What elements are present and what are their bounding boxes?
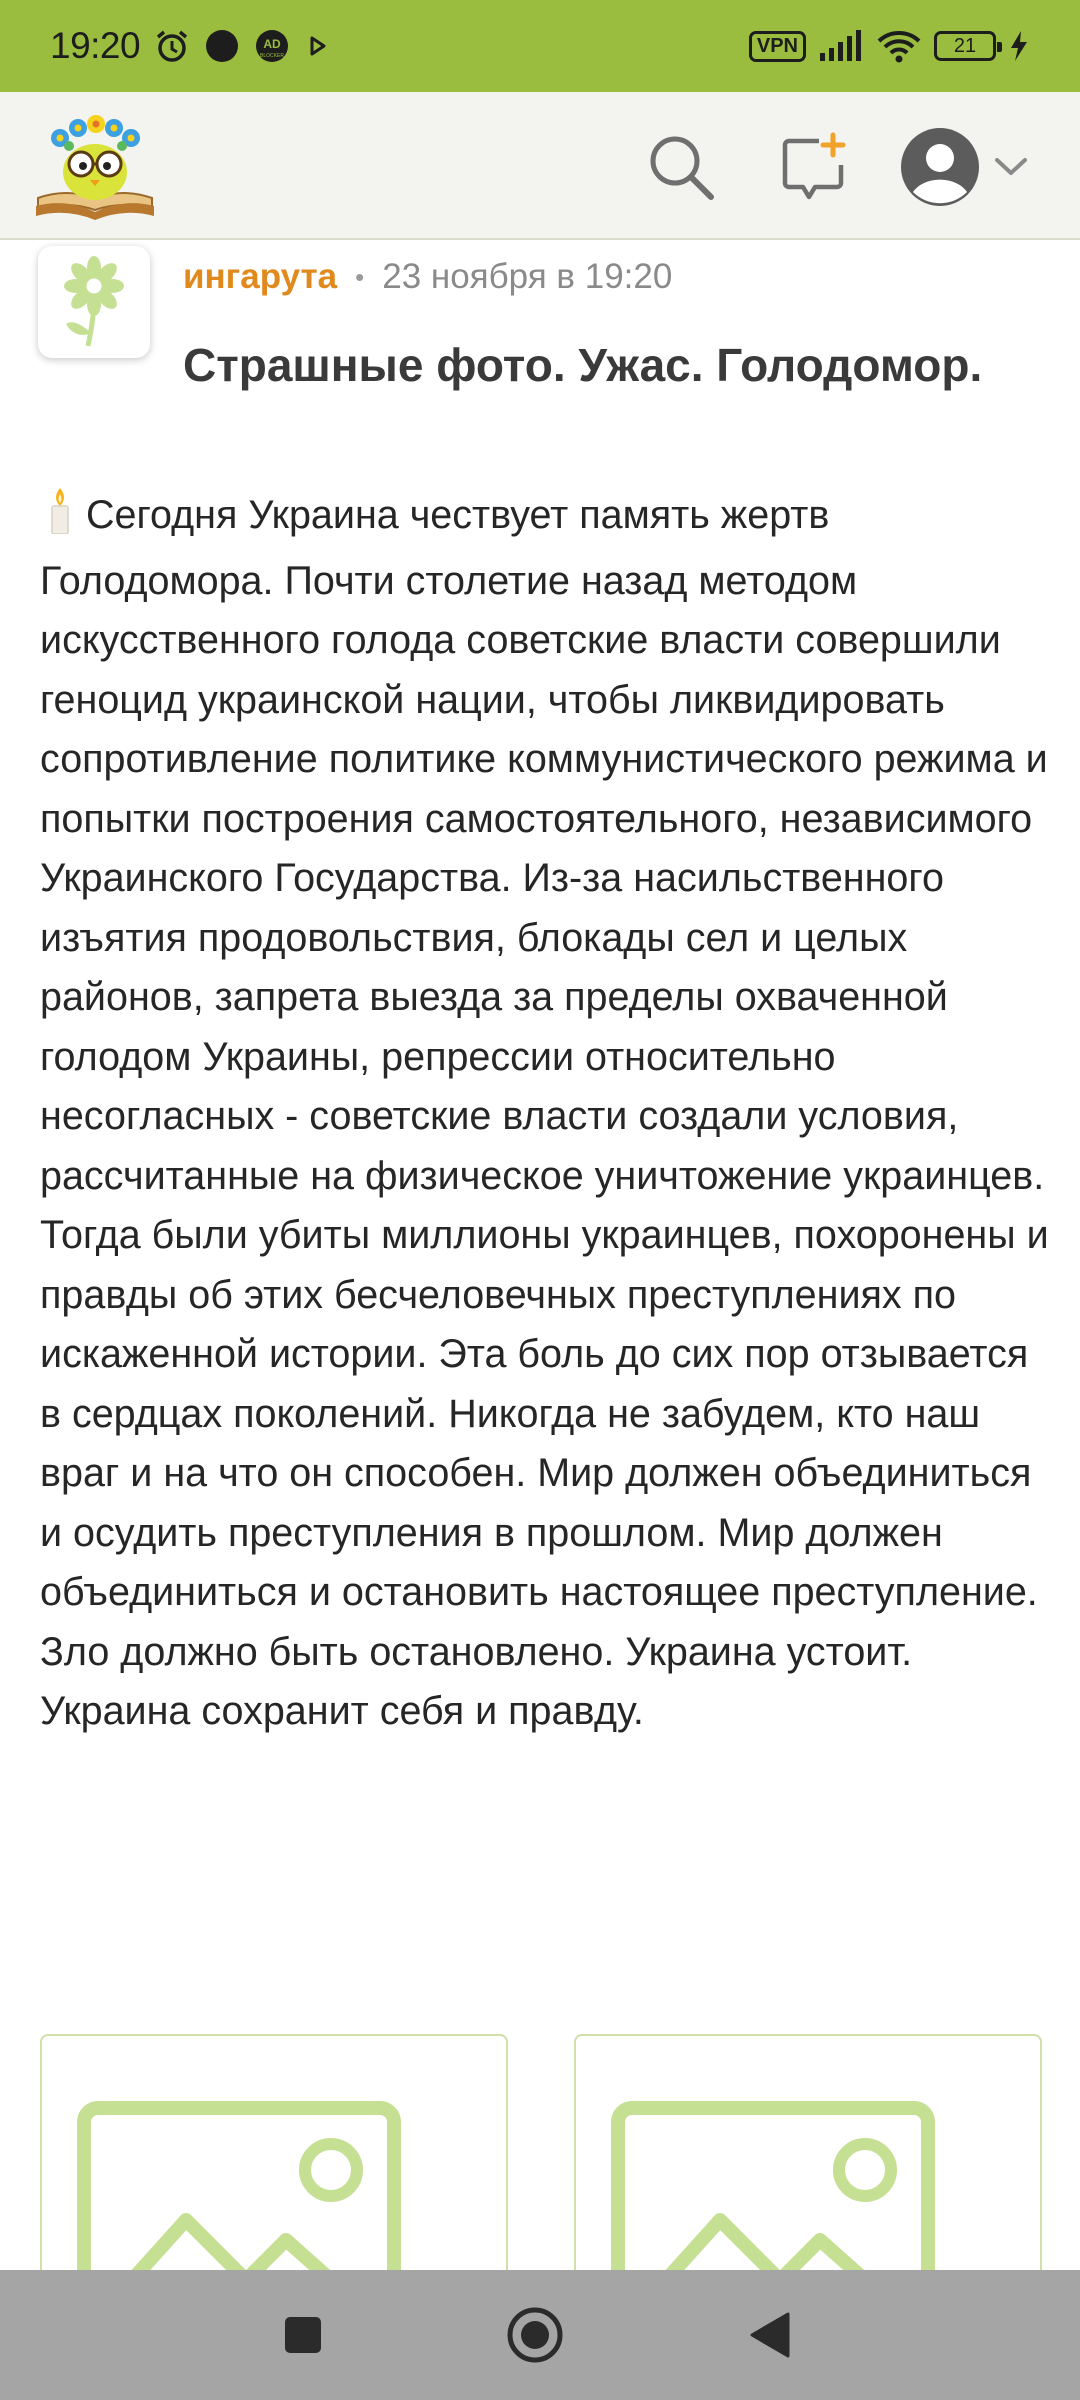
- owl-reading-book-logo: [32, 106, 158, 222]
- meta-separator: •: [355, 261, 365, 292]
- add-post-icon: [779, 131, 851, 203]
- status-right-group: [749, 29, 1030, 63]
- image-placeholder-icon: [76, 2100, 406, 2270]
- search-icon: [645, 131, 717, 203]
- image-placeholder-icon: [610, 2100, 940, 2270]
- status-bar: [0, 0, 1080, 92]
- battery-indicator: [934, 31, 996, 61]
- add-post-button[interactable]: [770, 122, 860, 212]
- profile-avatar-icon: [899, 126, 981, 208]
- candle-icon: [40, 486, 80, 552]
- system-nav-bar: [0, 2270, 1080, 2400]
- vpn-badge: VPN: [749, 31, 806, 62]
- notification-dot-icon: [204, 28, 240, 64]
- post-image-2[interactable]: [574, 2034, 1042, 2270]
- post-body-text: Сегодня Украина чествует память жертв Голодомора. Почти столетие назад методом искусственного голода советские власти совершили геноцид украинской нации, чтобы ликвидировать сопротивление политике коммунистического режима и попытки построения самостоятельного, независимого Украинского Государства. Из-за насильственного изъятия продовольствия, блокады сел и целых районов, запрета выезда за пределы охваченной голодом Украины, репрессии относительно несогласных - советские власти создали условия, рассчитанные на физическое уничтожение украинцев. Тогда были убиты миллионы украинцев, похоронены и правды об этих бесчеловечных преступлениях по искаженной истории. Эта боль до сих пор отзывается в сердцах поколений. Никогда не забудем, кто наш враг и на что он способен. Мир должен объединиться и осудить преступления в прошлом. Мир должен объединиться и остановить настоящее преступление. Зло должно быть остановлено. Украина устоит. Украина сохранит себя и правду.: [40, 493, 1049, 1733]
- recents-square-icon: [283, 2315, 323, 2355]
- post-body: [40, 486, 1050, 1742]
- charging-icon: [1008, 29, 1030, 63]
- site-logo[interactable]: [32, 106, 158, 222]
- alarm-icon: [154, 28, 190, 64]
- status-left-group: [50, 25, 330, 67]
- home-button[interactable]: [500, 2300, 570, 2370]
- chevron-down-icon: [991, 152, 1031, 182]
- status-time: 19:20: [50, 25, 141, 66]
- ad-blocker-icon: [254, 28, 290, 64]
- svg-text:BLOCKER: BLOCKER: [260, 53, 285, 59]
- back-button[interactable]: [735, 2300, 805, 2370]
- post: [0, 240, 1080, 2270]
- author-name[interactable]: ингарута: [183, 257, 338, 296]
- recents-button[interactable]: [268, 2300, 338, 2370]
- app-header: [0, 92, 1080, 240]
- svg-text:AD: AD: [263, 37, 281, 51]
- home-circle-icon: [505, 2305, 565, 2365]
- signal-icon: [818, 29, 864, 63]
- back-triangle-icon: [748, 2310, 792, 2360]
- profile-menu-button[interactable]: [895, 122, 1035, 212]
- post-meta: [183, 252, 672, 302]
- post-date: 23 ноября в 19:20: [382, 257, 673, 296]
- post-image-1[interactable]: [40, 2034, 508, 2270]
- daisy-flower-icon: [52, 254, 136, 350]
- play-icon: [304, 33, 330, 59]
- search-button[interactable]: [636, 122, 726, 212]
- author-avatar[interactable]: [38, 246, 150, 358]
- wifi-icon: [876, 29, 922, 63]
- post-title[interactable]: Страшные фото. Ужас. Голодомор.: [183, 339, 983, 391]
- battery-level: 21: [953, 34, 977, 57]
